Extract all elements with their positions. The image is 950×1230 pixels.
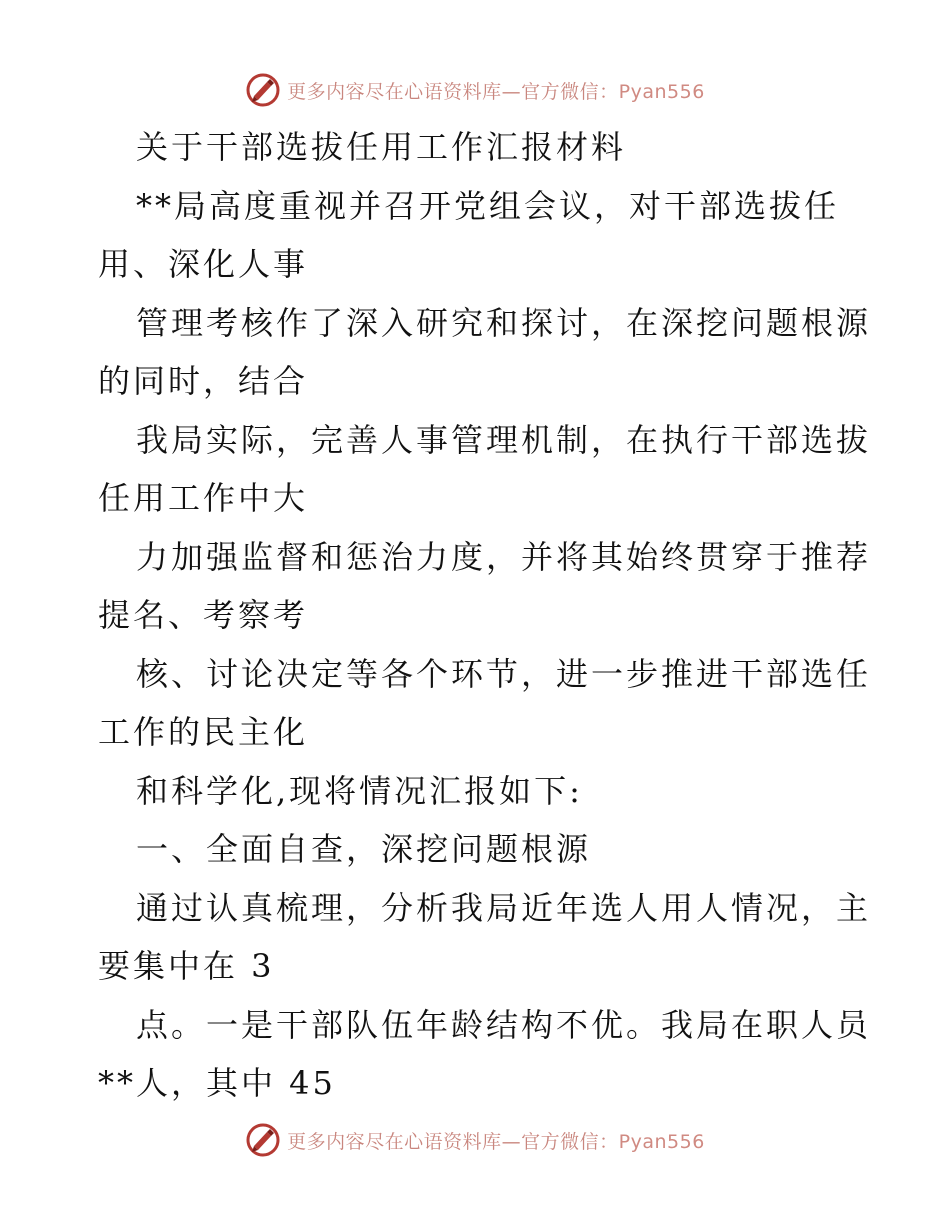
pen-seal-logo-icon (245, 72, 281, 108)
paragraph-line: 和科学化,现将情况汇报如下: (136, 771, 583, 810)
paragraph-line: **局高度重视并召开党组会议，对干部选拔任 (136, 186, 840, 225)
paragraph-line: 力加强监督和惩治力度，并将其始终贯穿于推荐 (136, 537, 872, 576)
paragraph-line: 通过认真梳理，分析我局近年选人用人情况，主 (136, 888, 872, 927)
document-body (98, 118, 872, 1113)
paragraph-line: 管理考核作了深入研究和探讨，在深挖问题根源 (136, 303, 872, 342)
document-title: 关于干部选拔任用工作汇报材料 (136, 128, 627, 166)
paragraph-line: 核、讨论决定等各个环节，进一步推进干部选任 (136, 654, 872, 693)
paragraph-line: 点。一是干部队伍年龄结构不优。我局在职人员 (136, 1005, 872, 1044)
paragraph-line: 工作的民主化 (98, 713, 309, 751)
paragraph-line: 用、深化人事 (98, 245, 309, 283)
paragraph-line: **人，其中 45 (98, 1064, 336, 1102)
header-watermark (0, 70, 950, 110)
watermark-text: 更多内容尽在心语资料库—官方微信：Pyan556 (287, 80, 705, 103)
paragraph-line: 的同时，结合 (98, 362, 309, 400)
paragraph-line: 任用工作中大 (98, 479, 309, 517)
watermark-text: 更多内容尽在心语资料库—官方微信：Pyan556 (287, 1130, 705, 1153)
paragraph-line: 要集中在 3 (98, 947, 275, 985)
paragraph-line: 我局实际，完善人事管理机制，在执行干部选拔 (136, 420, 872, 459)
pen-seal-logo-icon (245, 1122, 281, 1158)
paragraph-line: 一、全面自查，深挖问题根源 (136, 830, 592, 868)
footer-watermark (0, 1120, 950, 1160)
paragraph-line: 提名、考察考 (98, 596, 309, 634)
